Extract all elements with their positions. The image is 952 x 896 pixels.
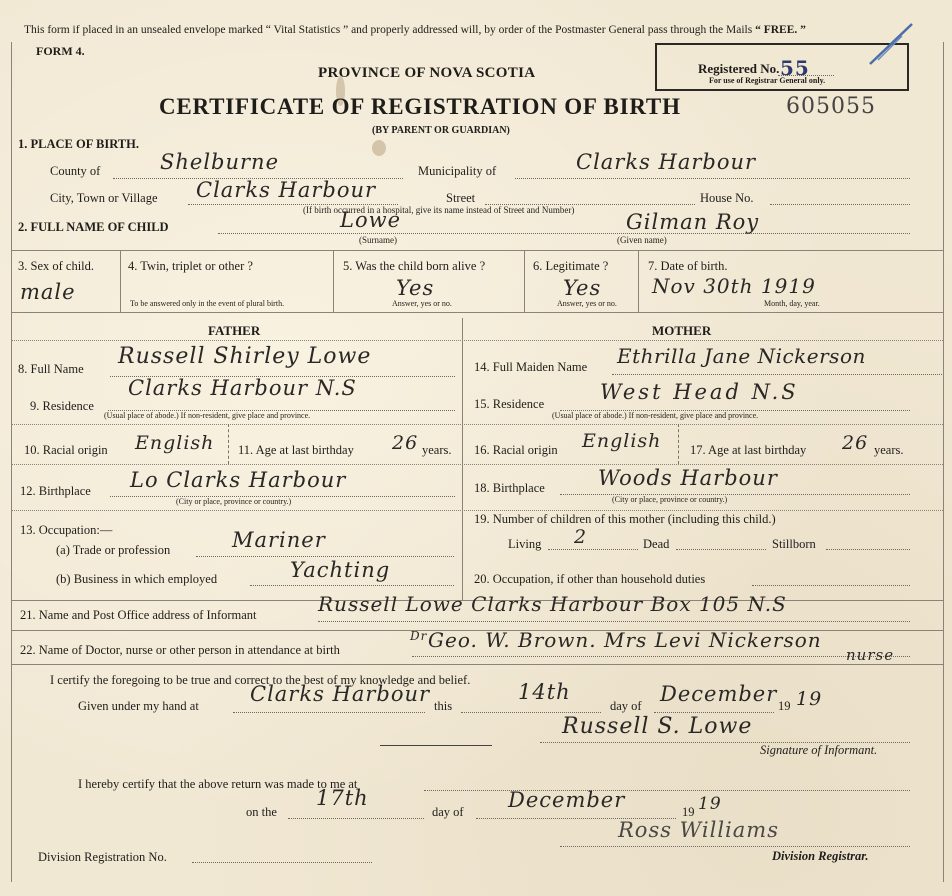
dead-label: Dead [643, 537, 670, 551]
father-birthplace-label: 12. Birthplace [20, 484, 91, 498]
sex-value: male [20, 280, 76, 304]
father-business-label: (b) Business in which employed [56, 572, 218, 586]
given-name-note: (Given name) [617, 235, 667, 245]
doctor-label: 22. Name of Doctor, nurse or other person in attendance at birth [20, 643, 340, 657]
father-residence-note: (Usual place of abode.) If non-resident, give place and province. [104, 411, 311, 420]
stillborn-label: Stillborn [772, 537, 816, 551]
mother-racial-value: English [582, 430, 662, 452]
living-label: Living [508, 537, 542, 551]
registered-value: 55 [780, 56, 810, 80]
left-border [11, 42, 12, 882]
mother-age-label: 17. Age at last birthday [690, 443, 807, 457]
mother-birthplace-label: 18. Birthplace [474, 481, 545, 495]
mother-residence-note: (Usual place of abode.) If non-resident, give place and province. [552, 411, 759, 420]
surname-note: (Surname) [359, 235, 397, 245]
certify-statement: I certify the foregoing to be true and correct to the best of my knowledge and belief. [50, 673, 471, 687]
informant-signature: Russell S. Lowe [562, 714, 753, 739]
municipality-value: Clarks Harbour [576, 150, 757, 174]
right-border [943, 42, 944, 882]
county-label: County of [50, 164, 101, 178]
father-trade-label: (a) Trade or profession [56, 543, 171, 557]
house-no-label: House No. [700, 191, 754, 205]
surname-value: Lowe [340, 208, 401, 232]
registration-day-value: 17th [316, 786, 369, 810]
on-the-label: on the [246, 805, 277, 819]
father-age-value: 26 [392, 432, 419, 454]
father-occupation-label: 13. Occupation:— [20, 523, 113, 537]
date-of-birth-value: Nov 30th 1919 [652, 274, 816, 298]
twin-label: 4. Twin, triplet or other ? [128, 259, 253, 273]
day-of-label: day of [610, 699, 642, 713]
born-alive-label: 5. Was the child born alive ? [343, 259, 486, 273]
father-racial-value: English [135, 432, 215, 454]
father-heading: FATHER [208, 323, 261, 338]
informant-value: Russell Lowe Clarks Harbour Box 105 N.S [318, 592, 787, 616]
sex-label: 3. Sex of child. [18, 259, 95, 273]
nurse-value: nurse [846, 646, 895, 664]
given-year-prefix: 19 [778, 699, 791, 713]
reg-year-prefix: 19 [682, 805, 695, 819]
father-business-value: Yachting [290, 558, 391, 582]
mother-birthplace-value: Woods Harbour [598, 466, 778, 490]
doctor-value: Geo. W. Brown. Mrs Levi Nickerson [428, 628, 822, 652]
father-name-value: Russell Shirley Lowe [118, 344, 372, 369]
mother-age-unit: years. [874, 443, 904, 457]
father-birthplace-note: (City or place, province or country.) [176, 497, 292, 506]
mother-heading: MOTHER [652, 323, 712, 338]
this-label: this [434, 699, 453, 713]
date-of-birth-label: 7. Date of birth. [648, 259, 728, 273]
father-residence-value: Clarks Harbour N.S [128, 376, 357, 400]
father-trade-value: Mariner [232, 528, 326, 552]
mother-children-label: 19. Number of children of this mother (including this child.) [474, 512, 776, 526]
twin-note: To be answered only in the event of plural birth. [130, 299, 285, 308]
municipality-label: Municipality of [418, 164, 497, 178]
county-value: Shelburne [160, 150, 280, 174]
mother-residence-label: 15. Residence [474, 397, 545, 411]
father-name-label: 8. Full Name [18, 362, 84, 376]
born-alive-note: Answer, yes or no. [392, 299, 452, 308]
mother-age-value: 26 [842, 432, 869, 454]
informant-label: 21. Name and Post Office address of Informant [20, 608, 257, 622]
father-age-label: 11. Age at last birthday [238, 443, 354, 457]
hereby-statement: I hereby certify that the above return was made to me at [78, 777, 358, 791]
registrar-signature: Ross Williams [618, 818, 779, 842]
certificate-number: 605055 [786, 94, 876, 119]
registered-label: Registered No. [698, 61, 780, 76]
division-registrar-label: Division Registrar. [772, 849, 869, 863]
ink-stain [372, 140, 386, 156]
subtitle: (BY PARENT OR GUARDIAN) [372, 125, 510, 136]
doctor-prefix: Dr [410, 629, 428, 643]
given-at-label: Given under my hand at [78, 699, 199, 713]
given-name-value: Gilman Roy [626, 210, 760, 234]
city-value: Clarks Harbour [196, 178, 377, 202]
street-label: Street [446, 191, 476, 205]
province-heading: PROVINCE OF NOVA SCOTIA [318, 65, 536, 81]
hospital-note: (If birth occurred in a hospital, give its name instead of Street and Number) [303, 205, 575, 215]
column-divider [462, 318, 463, 600]
father-birthplace-value: Lo Clarks Harbour [130, 468, 347, 492]
registration-month-value: December [508, 788, 626, 812]
mother-name-value: Ethrilla Jane Nickerson [617, 344, 866, 368]
registered-note: For use of Registrar General only. [709, 76, 826, 85]
legitimate-value: Yes [563, 276, 602, 300]
mother-name-label: 14. Full Maiden Name [474, 360, 588, 374]
given-at-value: Clarks Harbour [250, 682, 431, 706]
mail-notice: This form if placed in an unsealed envelope marked “ Vital Statistics ” and properly addressed will, by order of the Postmaster General pass through the Mails “ FREE. ” [24, 24, 806, 36]
legitimate-label: 6. Legitimate ? [533, 259, 609, 273]
city-label: City, Town or Village [50, 191, 158, 205]
informant-signature-label: Signature of Informant. [760, 743, 878, 757]
father-racial-label: 10. Racial origin [24, 443, 108, 457]
given-year-value: 19 [796, 688, 823, 710]
mother-birthplace-note: (City or place, province or country.) [612, 495, 728, 504]
father-age-unit: years. [422, 443, 452, 457]
living-value: 2 [574, 526, 588, 548]
division-registration-label: Division Registration No. [38, 850, 167, 864]
place-of-birth-label: 1. PLACE OF BIRTH. [18, 137, 139, 151]
registration-year-value: 19 [698, 794, 722, 814]
given-day-value: 14th [518, 680, 571, 704]
registrar-line [380, 745, 492, 746]
reg-day-of-label: day of [432, 805, 464, 819]
blue-pencil-mark [868, 20, 916, 66]
mother-occupation-label: 20. Occupation, if other than household duties [474, 572, 706, 586]
form-number: FORM 4. [36, 44, 85, 58]
given-month-value: December [660, 682, 778, 706]
date-of-birth-note: Month, day, year. [764, 299, 820, 308]
born-alive-value: Yes [396, 276, 435, 300]
page-title: CERTIFICATE OF REGISTRATION OF BIRTH [159, 94, 681, 119]
mother-racial-label: 16. Racial origin [474, 443, 558, 457]
full-name-label: 2. FULL NAME OF CHILD [18, 220, 169, 234]
father-residence-label: 9. Residence [30, 399, 94, 413]
legitimate-note: Answer, yes or no. [557, 299, 617, 308]
mother-residence-value: West Head N.S [600, 380, 799, 404]
